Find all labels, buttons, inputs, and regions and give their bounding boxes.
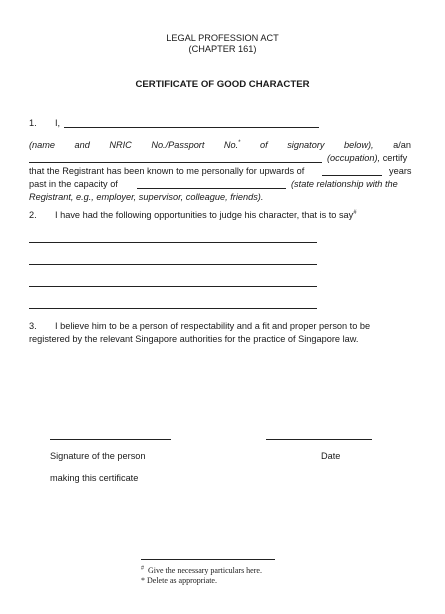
occupation-label [327,153,407,163]
footnote-mark-hash: # [353,209,357,216]
particulars-line [29,286,317,287]
signature-line [50,439,171,440]
section-2-text [55,210,357,220]
certify-text: certify [382,153,408,163]
relationship-examples-italic: Registrant, e.g., employer, supervisor, colleague, friends). [29,192,264,202]
word: (name [29,140,56,150]
word: a/an [393,140,411,150]
capacity-text: past in the capacity of [29,179,118,189]
occupation-text: (occupation), [327,153,381,163]
word: and [74,140,90,150]
footnote-1-mark: # [141,565,144,572]
signature-label: Signature of the person [50,451,146,461]
section-3-line-2: registered by the relevant Singapore authorities for the practice of Singapore law. [29,334,359,344]
word: of [260,140,268,150]
particulars-line [29,308,317,309]
signature-label-continued: making this certificate [50,473,139,483]
section-1-number: 1. [29,118,37,128]
footnote-1 [141,566,262,575]
word: signatory [287,140,325,150]
footnote-1-text: Give the necessary particulars here. [148,566,262,575]
nric-passport-line [29,162,322,163]
certificate-title: CERTIFICATE OF GOOD CHARACTER [135,79,310,90]
word: NRIC [109,140,132,150]
particulars-line [29,264,317,265]
particulars-line [29,242,317,243]
section-1-i-label: I, [55,118,61,128]
state-relationship-italic: (state relationship with the [291,179,398,189]
date-line [266,439,372,440]
section-2-number: 2. [29,210,37,220]
capacity-line [137,188,286,189]
signatory-name-line [64,127,319,128]
date-label: Date [321,451,341,461]
section-1-row-2 [29,140,411,150]
relationship-examples [29,192,263,202]
footnote-2: * Delete as appropriate. [141,576,217,585]
section-3-line-1: I believe him to be a person of respectability and a fit and proper person to be [55,321,371,331]
act-heading: LEGAL PROFESSION ACT [166,33,279,43]
footnote-mark-asterisk: * [238,139,241,146]
years-line [322,175,382,176]
state-relationship-text [291,179,398,189]
word: No./Passport [151,140,205,150]
years-label: years [389,166,412,176]
chapter-heading: (CHAPTER 161) [188,44,257,54]
section-3-number: 3. [29,321,37,331]
known-upwards-text: that the Registrant has been known to me personally for upwards of [29,166,305,176]
word: below), [343,140,374,150]
opportunities-text: I have had the following opportunities to judge his character, that is to say [55,210,354,220]
footnote-separator [141,559,275,560]
word: No. [223,140,239,150]
word-with-mark [224,140,241,150]
